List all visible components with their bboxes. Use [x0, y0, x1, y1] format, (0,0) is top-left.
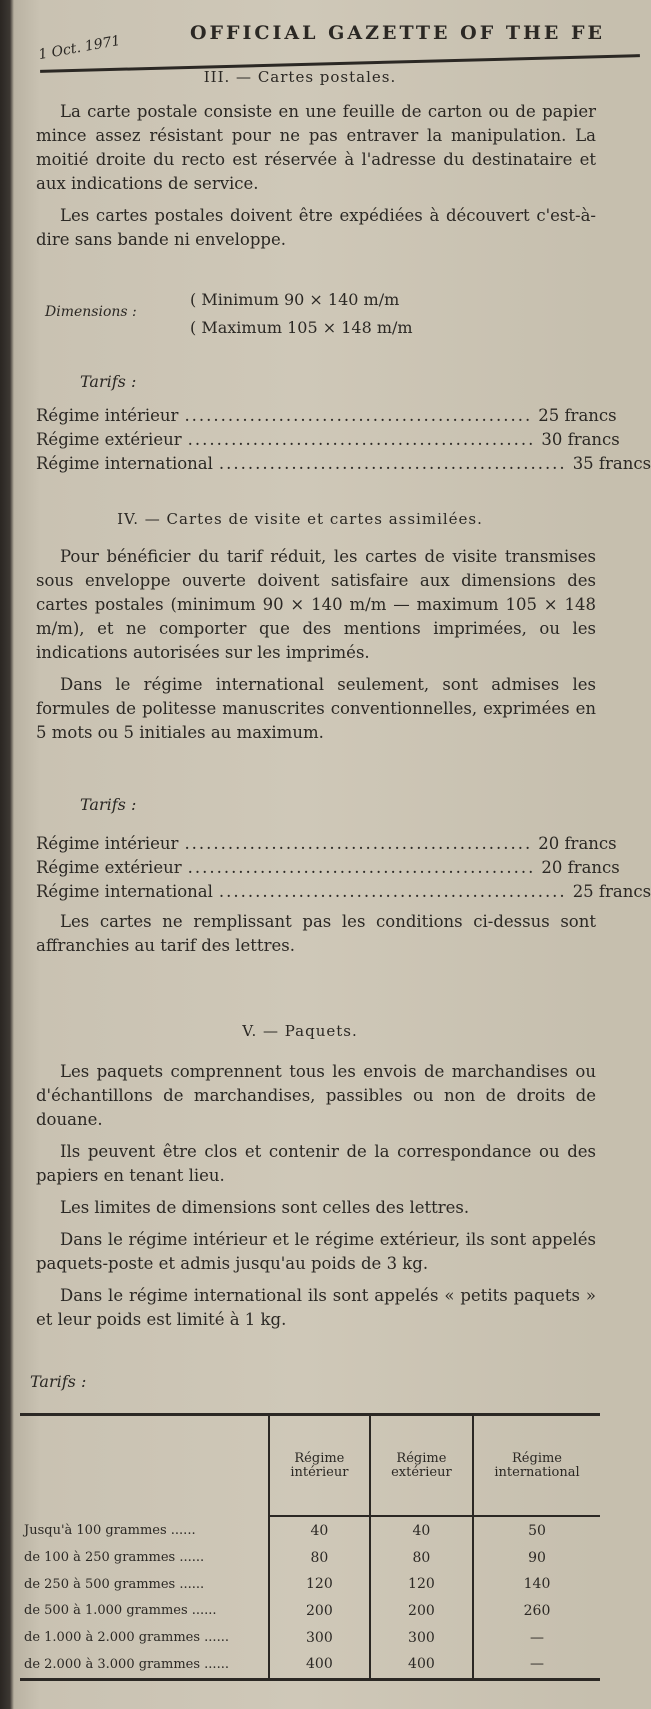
table-row: [20, 1544, 600, 1571]
table-header-row: [20, 1415, 600, 1517]
rates-list: [36, 832, 651, 904]
rate-value: 20 francs: [538, 834, 617, 853]
rate-cell: 200: [370, 1598, 473, 1625]
table-row: [20, 1651, 600, 1680]
column-header: Régime extérieur: [370, 1415, 473, 1517]
rate-label: Régime international: [36, 454, 213, 473]
weight-range: Jusqu'à 100 grammes ......: [24, 1522, 196, 1538]
section-5-text: [36, 1060, 596, 1340]
rate-cell: 400: [370, 1651, 473, 1680]
rate-cell: 260: [473, 1598, 600, 1625]
weight-range: de 100 à 250 grammes ......: [24, 1550, 205, 1566]
rate-cell: 90: [473, 1544, 600, 1571]
rate-cell: 40: [269, 1516, 370, 1544]
rate-row: Régime intérieur ................................................ 20 francs: [36, 832, 596, 856]
rate-value: 35 francs: [572, 454, 651, 473]
rate-label: Régime extérieur: [36, 858, 182, 877]
rate-label: Régime intérieur: [36, 406, 179, 425]
rate-cell: 300: [269, 1624, 370, 1651]
rate-cell: 200: [269, 1598, 370, 1625]
rates-list: [36, 404, 651, 476]
section-4-title: IV. — Cartes de visite et cartes assimilées.: [117, 510, 483, 528]
rate-cell: 140: [473, 1571, 600, 1598]
paragraph: La carte postale consiste en une feuille de carton ou de papier mince assez résistant pour ne pas entraver la manipulation. La moitié droite du recto est réservée à l'adresse du destinataire et aux indications de service.: [36, 102, 596, 193]
paragraph: Dans le régime international seulement, sont admises les formules de politesse manuscrites conventionnelles, exprimées en 5 mots ou 5 initiales au maximum.: [36, 675, 596, 742]
rate-cell: 50: [473, 1516, 600, 1544]
section-4-text: [36, 545, 596, 753]
table-row: [20, 1571, 600, 1598]
rate-row: Régime intérieur ................................................ 25 francs: [36, 404, 596, 428]
weight-range: de 250 à 500 grammes ......: [24, 1576, 205, 1592]
rate-cell: 120: [370, 1571, 473, 1598]
rate-row: Régime international ................................................ 35 francs: [36, 452, 596, 476]
tarifs-label: Tarifs :: [80, 795, 137, 814]
section-5-title: V. — Paquets.: [242, 1022, 358, 1040]
column-header: Régime intérieur: [269, 1415, 370, 1517]
paragraph: Dans le régime intérieur et le régime extérieur, ils sont appelés paquets-poste et admis jusqu'au poids de 3 kg.: [36, 1230, 596, 1273]
table-row: [20, 1624, 600, 1651]
tarifs-label: Tarifs :: [30, 1372, 87, 1391]
paragraph: Les paquets comprennent tous les envois de marchandises ou d'échantillons de marchandises, passibles ou non de droits de douane.: [36, 1062, 596, 1129]
rate-cell: 400: [269, 1651, 370, 1680]
paragraph: Dans le régime international ils sont appelés « petits paquets » et leur poids est limité à 1 kg.: [36, 1286, 596, 1329]
dimensions: [40, 290, 540, 350]
rate-cell: —: [473, 1624, 600, 1651]
column-header: Régime international: [473, 1415, 600, 1517]
dimensions-label: Dimensions :: [45, 304, 137, 320]
parcel-rates-table: [20, 1413, 600, 1681]
rate-cell: 40: [370, 1516, 473, 1544]
weight-range: de 1.000 à 2.000 grammes ......: [24, 1630, 229, 1645]
rate-cell: 80: [370, 1544, 473, 1571]
rate-label: Régime intérieur: [36, 834, 179, 853]
tarifs-label: Tarifs :: [80, 372, 137, 391]
weight-range: de 2.000 à 3.000 grammes ......: [24, 1656, 229, 1672]
section-3-text: [36, 100, 596, 260]
paragraph: Ils peuvent être clos et contenir de la correspondance ou des papiers en tenant lieu.: [36, 1142, 596, 1185]
table-row: [20, 1598, 600, 1625]
rate-cell: 120: [269, 1571, 370, 1598]
header-date: 1 Oct. 1971: [37, 32, 122, 64]
rate-cell: 300: [370, 1624, 473, 1651]
rate-cell: 80: [269, 1544, 370, 1571]
rate-value: 20 francs: [541, 858, 620, 877]
dimension-max: ( Maximum 105 × 148 m/m: [190, 318, 413, 337]
rate-row: Régime international ................................................ 25 francs: [36, 880, 596, 904]
section-3-title: III. — Cartes postales.: [203, 68, 397, 86]
rate-row: Régime extérieur ................................................ 20 francs: [36, 856, 596, 880]
rate-value: 25 francs: [572, 882, 651, 901]
gazette-title: OFFICIAL GAZETTE OF THE FE: [190, 22, 605, 44]
rate-value: 25 francs: [538, 406, 617, 425]
table-row: [20, 1516, 600, 1544]
rate-cell: —: [473, 1651, 600, 1680]
weight-range: de 500 à 1.000 grammes ......: [24, 1603, 217, 1619]
dimension-min: ( Minimum 90 × 140 m/m: [190, 290, 400, 309]
paragraph: Les limites de dimensions sont celles des lettres.: [60, 1198, 470, 1217]
paragraph: Les cartes postales doivent être expédiées à découvert c'est-à-dire sans bande ni enveloppe.: [36, 206, 596, 249]
rate-label: Régime extérieur: [36, 430, 182, 449]
rate-value: 30 francs: [541, 430, 620, 449]
section-4-note: [36, 910, 596, 966]
paragraph: Les cartes ne remplissant pas les conditions ci-dessus sont affranchies au tarif des lettres.: [36, 912, 596, 955]
paragraph: Pour bénéficier du tarif réduit, les cartes de visite transmises sous enveloppe ouverte doivent satisfaire aux dimensions des cartes postales (minimum 90 × 140 m/m — maximum 105 × 148 m/m), et ne comporter que des mentions imprimées, ou les indications autorisées sur les imprimés.: [36, 547, 596, 662]
rate-label: Régime international: [36, 882, 213, 901]
rate-row: Régime extérieur ................................................ 30 francs: [36, 428, 596, 452]
